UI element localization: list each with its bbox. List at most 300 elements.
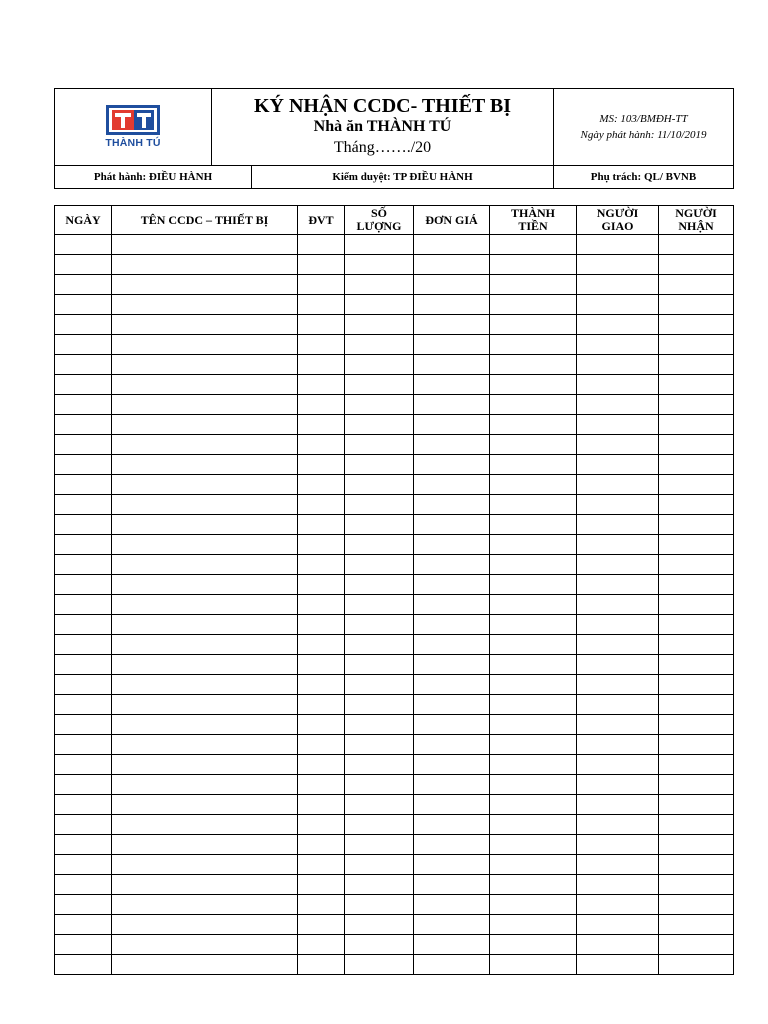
cell-so_luong[interactable] bbox=[345, 675, 414, 695]
cell-dvt[interactable] bbox=[298, 755, 345, 775]
cell-dvt[interactable] bbox=[298, 775, 345, 795]
cell-nguoi_nhan[interactable] bbox=[659, 395, 734, 415]
cell-nguoi_giao[interactable] bbox=[577, 515, 659, 535]
cell-ngay[interactable] bbox=[55, 755, 112, 775]
cell-dvt[interactable] bbox=[298, 555, 345, 575]
cell-ngay[interactable] bbox=[55, 575, 112, 595]
cell-so_luong[interactable] bbox=[345, 735, 414, 755]
cell-ten[interactable] bbox=[112, 635, 298, 655]
cell-nguoi_nhan[interactable] bbox=[659, 375, 734, 395]
cell-nguoi_nhan[interactable] bbox=[659, 775, 734, 795]
cell-dvt[interactable] bbox=[298, 235, 345, 255]
cell-thanh_tien[interactable] bbox=[490, 875, 577, 895]
cell-don_gia[interactable] bbox=[414, 235, 490, 255]
cell-nguoi_giao[interactable] bbox=[577, 295, 659, 315]
cell-nguoi_giao[interactable] bbox=[577, 335, 659, 355]
cell-thanh_tien[interactable] bbox=[490, 535, 577, 555]
cell-don_gia[interactable] bbox=[414, 275, 490, 295]
cell-nguoi_nhan[interactable] bbox=[659, 735, 734, 755]
cell-ten[interactable] bbox=[112, 955, 298, 975]
cell-ngay[interactable] bbox=[55, 655, 112, 675]
table-row bbox=[55, 335, 734, 355]
cell-don_gia[interactable] bbox=[414, 755, 490, 775]
cell-nguoi_nhan[interactable] bbox=[659, 715, 734, 735]
cell-dvt[interactable] bbox=[298, 295, 345, 315]
cell-dvt[interactable] bbox=[298, 395, 345, 415]
cell-dvt[interactable] bbox=[298, 475, 345, 495]
cell-don_gia[interactable] bbox=[414, 535, 490, 555]
cell-thanh_tien[interactable] bbox=[490, 775, 577, 795]
cell-ten[interactable] bbox=[112, 615, 298, 635]
cell-dvt[interactable] bbox=[298, 375, 345, 395]
cell-dvt[interactable] bbox=[298, 535, 345, 555]
cell-so_luong[interactable] bbox=[345, 535, 414, 555]
cell-don_gia[interactable] bbox=[414, 375, 490, 395]
cell-thanh_tien[interactable] bbox=[490, 635, 577, 655]
cell-thanh_tien[interactable] bbox=[490, 715, 577, 735]
cell-so_luong[interactable] bbox=[345, 695, 414, 715]
cell-ten[interactable] bbox=[112, 715, 298, 735]
cell-so_luong[interactable] bbox=[345, 935, 414, 955]
cell-dvt[interactable] bbox=[298, 795, 345, 815]
cell-don_gia[interactable] bbox=[414, 455, 490, 475]
cell-nguoi_nhan[interactable] bbox=[659, 435, 734, 455]
cell-nguoi_giao[interactable] bbox=[577, 435, 659, 455]
cell-nguoi_nhan[interactable] bbox=[659, 455, 734, 475]
cell-nguoi_nhan[interactable] bbox=[659, 935, 734, 955]
cell-nguoi_nhan[interactable] bbox=[659, 795, 734, 815]
cell-so_luong[interactable] bbox=[345, 395, 414, 415]
cell-thanh_tien[interactable] bbox=[490, 275, 577, 295]
cell-ngay[interactable] bbox=[55, 375, 112, 395]
cell-ngay[interactable] bbox=[55, 555, 112, 575]
cell-dvt[interactable] bbox=[298, 955, 345, 975]
cell-dvt[interactable] bbox=[298, 455, 345, 475]
cell-nguoi_nhan[interactable] bbox=[659, 315, 734, 335]
cell-so_luong[interactable] bbox=[345, 715, 414, 735]
cell-ngay[interactable] bbox=[55, 615, 112, 635]
cell-ngay[interactable] bbox=[55, 935, 112, 955]
cell-ten[interactable] bbox=[112, 355, 298, 375]
cell-thanh_tien[interactable] bbox=[490, 815, 577, 835]
cell-nguoi_nhan[interactable] bbox=[659, 835, 734, 855]
cell-nguoi_giao[interactable] bbox=[577, 315, 659, 335]
cell-don_gia[interactable] bbox=[414, 415, 490, 435]
cell-so_luong[interactable] bbox=[345, 455, 414, 475]
cell-don_gia[interactable] bbox=[414, 295, 490, 315]
cell-thanh_tien[interactable] bbox=[490, 655, 577, 675]
cell-dvt[interactable] bbox=[298, 835, 345, 855]
cell-dvt[interactable] bbox=[298, 815, 345, 835]
cell-don_gia[interactable] bbox=[414, 895, 490, 915]
cell-so_luong[interactable] bbox=[345, 515, 414, 535]
cell-nguoi_nhan[interactable] bbox=[659, 355, 734, 375]
cell-ten[interactable] bbox=[112, 815, 298, 835]
cell-nguoi_giao[interactable] bbox=[577, 655, 659, 675]
cell-ten[interactable] bbox=[112, 835, 298, 855]
cell-ngay[interactable] bbox=[55, 735, 112, 755]
cell-thanh_tien[interactable] bbox=[490, 835, 577, 855]
cell-dvt[interactable] bbox=[298, 335, 345, 355]
cell-nguoi_nhan[interactable] bbox=[659, 595, 734, 615]
cell-nguoi_nhan[interactable] bbox=[659, 875, 734, 895]
cell-don_gia[interactable] bbox=[414, 475, 490, 495]
cell-thanh_tien[interactable] bbox=[490, 395, 577, 415]
cell-dvt[interactable] bbox=[298, 435, 345, 455]
cell-nguoi_giao[interactable] bbox=[577, 755, 659, 775]
cell-thanh_tien[interactable] bbox=[490, 895, 577, 915]
cell-ngay[interactable] bbox=[55, 675, 112, 695]
cell-thanh_tien[interactable] bbox=[490, 755, 577, 775]
cell-so_luong[interactable] bbox=[345, 575, 414, 595]
cell-nguoi_nhan[interactable] bbox=[659, 655, 734, 675]
cell-don_gia[interactable] bbox=[414, 635, 490, 655]
cell-don_gia[interactable] bbox=[414, 555, 490, 575]
cell-thanh_tien[interactable] bbox=[490, 935, 577, 955]
cell-ngay[interactable] bbox=[55, 355, 112, 375]
cell-ngay[interactable] bbox=[55, 715, 112, 735]
cell-ngay[interactable] bbox=[55, 635, 112, 655]
cell-ngay[interactable] bbox=[55, 415, 112, 435]
cell-nguoi_giao[interactable] bbox=[577, 735, 659, 755]
cell-don_gia[interactable] bbox=[414, 515, 490, 535]
cell-thanh_tien[interactable] bbox=[490, 435, 577, 455]
cell-dvt[interactable] bbox=[298, 275, 345, 295]
cell-nguoi_nhan[interactable] bbox=[659, 755, 734, 775]
cell-ten[interactable] bbox=[112, 275, 298, 295]
cell-nguoi_nhan[interactable] bbox=[659, 335, 734, 355]
cell-nguoi_giao[interactable] bbox=[577, 935, 659, 955]
cell-ngay[interactable] bbox=[55, 395, 112, 415]
cell-ten[interactable] bbox=[112, 775, 298, 795]
cell-thanh_tien[interactable] bbox=[490, 555, 577, 575]
cell-don_gia[interactable] bbox=[414, 335, 490, 355]
cell-don_gia[interactable] bbox=[414, 875, 490, 895]
cell-don_gia[interactable] bbox=[414, 795, 490, 815]
cell-ngay[interactable] bbox=[55, 315, 112, 335]
cell-ngay[interactable] bbox=[55, 295, 112, 315]
cell-nguoi_nhan[interactable] bbox=[659, 895, 734, 915]
cell-nguoi_giao[interactable] bbox=[577, 395, 659, 415]
cell-ten[interactable] bbox=[112, 235, 298, 255]
cell-thanh_tien[interactable] bbox=[490, 615, 577, 635]
cell-dvt[interactable] bbox=[298, 655, 345, 675]
cell-don_gia[interactable] bbox=[414, 575, 490, 595]
cell-so_luong[interactable] bbox=[345, 895, 414, 915]
cell-ten[interactable] bbox=[112, 595, 298, 615]
cell-ten[interactable] bbox=[112, 675, 298, 695]
cell-so_luong[interactable] bbox=[345, 435, 414, 455]
cell-so_luong[interactable] bbox=[345, 775, 414, 795]
cell-ten[interactable] bbox=[112, 255, 298, 275]
cell-nguoi_giao[interactable] bbox=[577, 775, 659, 795]
cell-thanh_tien[interactable] bbox=[490, 335, 577, 355]
cell-don_gia[interactable] bbox=[414, 955, 490, 975]
cell-so_luong[interactable] bbox=[345, 615, 414, 635]
cell-ngay[interactable] bbox=[55, 815, 112, 835]
cell-dvt[interactable] bbox=[298, 935, 345, 955]
cell-so_luong[interactable] bbox=[345, 795, 414, 815]
cell-ten[interactable] bbox=[112, 895, 298, 915]
cell-ten[interactable] bbox=[112, 435, 298, 455]
cell-nguoi_nhan[interactable] bbox=[659, 535, 734, 555]
cell-dvt[interactable] bbox=[298, 515, 345, 535]
cell-ngay[interactable] bbox=[55, 695, 112, 715]
cell-ngay[interactable] bbox=[55, 895, 112, 915]
cell-ten[interactable] bbox=[112, 475, 298, 495]
cell-so_luong[interactable] bbox=[345, 835, 414, 855]
cell-so_luong[interactable] bbox=[345, 415, 414, 435]
cell-so_luong[interactable] bbox=[345, 755, 414, 775]
cell-nguoi_giao[interactable] bbox=[577, 615, 659, 635]
cell-ngay[interactable] bbox=[55, 835, 112, 855]
cell-so_luong[interactable] bbox=[345, 855, 414, 875]
cell-thanh_tien[interactable] bbox=[490, 675, 577, 695]
cell-so_luong[interactable] bbox=[345, 875, 414, 895]
cell-dvt[interactable] bbox=[298, 895, 345, 915]
cell-nguoi_giao[interactable] bbox=[577, 275, 659, 295]
cell-nguoi_nhan[interactable] bbox=[659, 575, 734, 595]
cell-thanh_tien[interactable] bbox=[490, 695, 577, 715]
cell-nguoi_giao[interactable] bbox=[577, 495, 659, 515]
cell-ten[interactable] bbox=[112, 735, 298, 755]
cell-ngay[interactable] bbox=[55, 595, 112, 615]
cell-so_luong[interactable] bbox=[345, 915, 414, 935]
cell-dvt[interactable] bbox=[298, 735, 345, 755]
cell-nguoi_giao[interactable] bbox=[577, 695, 659, 715]
cell-nguoi_giao[interactable] bbox=[577, 675, 659, 695]
cell-thanh_tien[interactable] bbox=[490, 315, 577, 335]
cell-so_luong[interactable] bbox=[345, 595, 414, 615]
cell-nguoi_nhan[interactable] bbox=[659, 635, 734, 655]
cell-nguoi_giao[interactable] bbox=[577, 235, 659, 255]
cell-dvt[interactable] bbox=[298, 595, 345, 615]
cell-so_luong[interactable] bbox=[345, 355, 414, 375]
cell-dvt[interactable] bbox=[298, 575, 345, 595]
cell-thanh_tien[interactable] bbox=[490, 735, 577, 755]
cell-nguoi_nhan[interactable] bbox=[659, 475, 734, 495]
cell-don_gia[interactable] bbox=[414, 695, 490, 715]
cell-nguoi_giao[interactable] bbox=[577, 255, 659, 275]
cell-ngay[interactable] bbox=[55, 955, 112, 975]
cell-nguoi_nhan[interactable] bbox=[659, 955, 734, 975]
cell-nguoi_giao[interactable] bbox=[577, 575, 659, 595]
cell-ten[interactable] bbox=[112, 695, 298, 715]
cell-ten[interactable] bbox=[112, 795, 298, 815]
cell-ten[interactable] bbox=[112, 335, 298, 355]
cell-ten[interactable] bbox=[112, 375, 298, 395]
cell-ten[interactable] bbox=[112, 575, 298, 595]
cell-so_luong[interactable] bbox=[345, 335, 414, 355]
cell-so_luong[interactable] bbox=[345, 555, 414, 575]
col-thanh-tien: THÀNH TIỀN bbox=[490, 206, 577, 235]
cell-don_gia[interactable] bbox=[414, 835, 490, 855]
cell-don_gia[interactable] bbox=[414, 775, 490, 795]
cell-ngay[interactable] bbox=[55, 475, 112, 495]
cell-dvt[interactable] bbox=[298, 715, 345, 735]
cell-nguoi_nhan[interactable] bbox=[659, 275, 734, 295]
cell-nguoi_nhan[interactable] bbox=[659, 235, 734, 255]
cell-so_luong[interactable] bbox=[345, 275, 414, 295]
cell-nguoi_nhan[interactable] bbox=[659, 255, 734, 275]
cell-ngay[interactable] bbox=[55, 495, 112, 515]
cell-nguoi_giao[interactable] bbox=[577, 815, 659, 835]
cell-nguoi_giao[interactable] bbox=[577, 715, 659, 735]
cell-don_gia[interactable] bbox=[414, 655, 490, 675]
cell-nguoi_nhan[interactable] bbox=[659, 415, 734, 435]
cell-nguoi_nhan[interactable] bbox=[659, 495, 734, 515]
cell-nguoi_giao[interactable] bbox=[577, 555, 659, 575]
cell-don_gia[interactable] bbox=[414, 595, 490, 615]
cell-ten[interactable] bbox=[112, 755, 298, 775]
cell-ten[interactable] bbox=[112, 875, 298, 895]
cell-thanh_tien[interactable] bbox=[490, 955, 577, 975]
cell-thanh_tien[interactable] bbox=[490, 355, 577, 375]
cell-nguoi_giao[interactable] bbox=[577, 915, 659, 935]
cell-so_luong[interactable] bbox=[345, 475, 414, 495]
cell-nguoi_giao[interactable] bbox=[577, 955, 659, 975]
cell-nguoi_giao[interactable] bbox=[577, 475, 659, 495]
cell-dvt[interactable] bbox=[298, 855, 345, 875]
cell-nguoi_giao[interactable] bbox=[577, 415, 659, 435]
cell-so_luong[interactable] bbox=[345, 255, 414, 275]
table-row bbox=[55, 755, 734, 775]
cell-dvt[interactable] bbox=[298, 615, 345, 635]
cell-nguoi_nhan[interactable] bbox=[659, 675, 734, 695]
cell-so_luong[interactable] bbox=[345, 955, 414, 975]
cell-ngay[interactable] bbox=[55, 875, 112, 895]
cell-thanh_tien[interactable] bbox=[490, 475, 577, 495]
cell-nguoi_giao[interactable] bbox=[577, 855, 659, 875]
cell-dvt[interactable] bbox=[298, 255, 345, 275]
cell-so_luong[interactable] bbox=[345, 235, 414, 255]
cell-nguoi_nhan[interactable] bbox=[659, 815, 734, 835]
cell-thanh_tien[interactable] bbox=[490, 575, 577, 595]
cell-don_gia[interactable] bbox=[414, 355, 490, 375]
cell-don_gia[interactable] bbox=[414, 615, 490, 635]
col-ten-ccdc: TÊN CCDC – THIẾT BỊ bbox=[112, 206, 298, 235]
cell-ngay[interactable] bbox=[55, 455, 112, 475]
cell-dvt[interactable] bbox=[298, 675, 345, 695]
cell-thanh_tien[interactable] bbox=[490, 915, 577, 935]
cell-thanh_tien[interactable] bbox=[490, 855, 577, 875]
cell-nguoi_giao[interactable] bbox=[577, 835, 659, 855]
cell-ten[interactable] bbox=[112, 855, 298, 875]
cell-so_luong[interactable] bbox=[345, 495, 414, 515]
cell-nguoi_giao[interactable] bbox=[577, 535, 659, 555]
cell-nguoi_nhan[interactable] bbox=[659, 555, 734, 575]
cell-ngay[interactable] bbox=[55, 915, 112, 935]
cell-ten[interactable] bbox=[112, 455, 298, 475]
cell-ngay[interactable] bbox=[55, 515, 112, 535]
cell-ngay[interactable] bbox=[55, 855, 112, 875]
cell-so_luong[interactable] bbox=[345, 295, 414, 315]
cell-dvt[interactable] bbox=[298, 915, 345, 935]
cell-thanh_tien[interactable] bbox=[490, 415, 577, 435]
cell-don_gia[interactable] bbox=[414, 315, 490, 335]
cell-ngay[interactable] bbox=[55, 775, 112, 795]
cell-don_gia[interactable] bbox=[414, 855, 490, 875]
cell-don_gia[interactable] bbox=[414, 735, 490, 755]
cell-don_gia[interactable] bbox=[414, 495, 490, 515]
cell-dvt[interactable] bbox=[298, 355, 345, 375]
cell-dvt[interactable] bbox=[298, 635, 345, 655]
cell-thanh_tien[interactable] bbox=[490, 515, 577, 535]
cell-ten[interactable] bbox=[112, 915, 298, 935]
cell-dvt[interactable] bbox=[298, 495, 345, 515]
cell-thanh_tien[interactable] bbox=[490, 375, 577, 395]
cell-ngay[interactable] bbox=[55, 435, 112, 455]
cell-so_luong[interactable] bbox=[345, 655, 414, 675]
cell-ngay[interactable] bbox=[55, 795, 112, 815]
cell-nguoi_nhan[interactable] bbox=[659, 695, 734, 715]
cell-so_luong[interactable] bbox=[345, 635, 414, 655]
cell-dvt[interactable] bbox=[298, 875, 345, 895]
cell-don_gia[interactable] bbox=[414, 675, 490, 695]
cell-thanh_tien[interactable] bbox=[490, 795, 577, 815]
cell-ngay[interactable] bbox=[55, 255, 112, 275]
cell-dvt[interactable] bbox=[298, 695, 345, 715]
cell-don_gia[interactable] bbox=[414, 815, 490, 835]
cell-dvt[interactable] bbox=[298, 315, 345, 335]
cell-ngay[interactable] bbox=[55, 535, 112, 555]
cell-nguoi_giao[interactable] bbox=[577, 355, 659, 375]
cell-so_luong[interactable] bbox=[345, 815, 414, 835]
cell-ngay[interactable] bbox=[55, 235, 112, 255]
cell-thanh_tien[interactable] bbox=[490, 295, 577, 315]
cell-don_gia[interactable] bbox=[414, 395, 490, 415]
cell-ngay[interactable] bbox=[55, 335, 112, 355]
cell-thanh_tien[interactable] bbox=[490, 255, 577, 275]
cell-don_gia[interactable] bbox=[414, 915, 490, 935]
cell-nguoi_giao[interactable] bbox=[577, 455, 659, 475]
cell-thanh_tien[interactable] bbox=[490, 595, 577, 615]
cell-nguoi_giao[interactable] bbox=[577, 795, 659, 815]
cell-ten[interactable] bbox=[112, 495, 298, 515]
cell-ngay[interactable] bbox=[55, 275, 112, 295]
cell-ten[interactable] bbox=[112, 555, 298, 575]
cell-ten[interactable] bbox=[112, 395, 298, 415]
cell-thanh_tien[interactable] bbox=[490, 235, 577, 255]
cell-ten[interactable] bbox=[112, 515, 298, 535]
cell-ten[interactable] bbox=[112, 415, 298, 435]
cell-so_luong[interactable] bbox=[345, 375, 414, 395]
cell-don_gia[interactable] bbox=[414, 435, 490, 455]
cell-nguoi_nhan[interactable] bbox=[659, 515, 734, 535]
cell-nguoi_giao[interactable] bbox=[577, 375, 659, 395]
cell-nguoi_giao[interactable] bbox=[577, 875, 659, 895]
cell-ten[interactable] bbox=[112, 935, 298, 955]
cell-thanh_tien[interactable] bbox=[490, 495, 577, 515]
cell-don_gia[interactable] bbox=[414, 935, 490, 955]
cell-ten[interactable] bbox=[112, 315, 298, 335]
cell-nguoi_giao[interactable] bbox=[577, 895, 659, 915]
cell-nguoi_nhan[interactable] bbox=[659, 615, 734, 635]
cell-nguoi_nhan[interactable] bbox=[659, 915, 734, 935]
cell-dvt[interactable] bbox=[298, 415, 345, 435]
cell-nguoi_giao[interactable] bbox=[577, 595, 659, 615]
cell-nguoi_giao[interactable] bbox=[577, 635, 659, 655]
cell-nguoi_nhan[interactable] bbox=[659, 295, 734, 315]
cell-don_gia[interactable] bbox=[414, 255, 490, 275]
cell-don_gia[interactable] bbox=[414, 715, 490, 735]
cell-thanh_tien[interactable] bbox=[490, 455, 577, 475]
cell-ten[interactable] bbox=[112, 535, 298, 555]
cell-so_luong[interactable] bbox=[345, 315, 414, 335]
cell-ten[interactable] bbox=[112, 295, 298, 315]
cell-ten[interactable] bbox=[112, 655, 298, 675]
cell-nguoi_nhan[interactable] bbox=[659, 855, 734, 875]
